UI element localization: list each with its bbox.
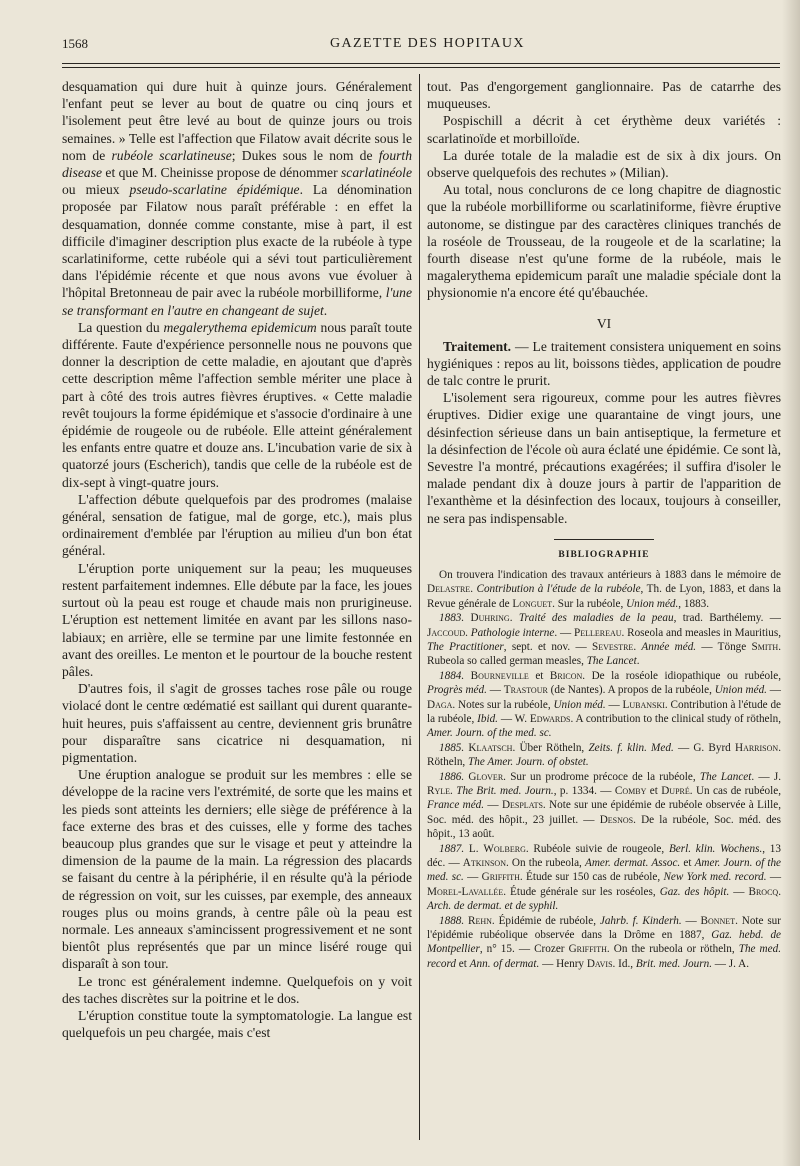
bibliography-rule bbox=[554, 539, 654, 540]
column-separator bbox=[419, 74, 420, 1140]
header-rule-top bbox=[62, 63, 780, 64]
paragraph: L'éruption porte uniquement sur la peau; les muqueuses restent parfaitement indemnes. Elle débute par la face, les joues surtout où la peau est rouge et chaude mais non prurigineuse. L'éruption est nettement limitée en avant par les sillons naso-labiaux; en arrière, elle se termine par une limite festonnée en avant des oreilles. Le menton et le pourtour de la bouche restent pâles. bbox=[62, 560, 412, 679]
paragraph: L'éruption constitue toute la symptomatologie. La langue est quelquefois un peu chargée, mais c'est bbox=[62, 1007, 412, 1041]
header-rule-bottom bbox=[62, 67, 780, 68]
paragraph: Une éruption analogue se produit sur les membres : elle se développe de la racine vers l'extrémité, de sorte que les mains et les pieds sont atteints les derniers; elle siège de préférence à la face externe des bras et des cuisses, elle y forme des taches beaucoup plus grandes que sur le visage et peut y atteindre la dimension de la paume de la main. La régression des placards se faisant du centre à la périphérie, il en résulte qu'à la période de régression on voit, sur les cuisses, par exemple, des anneaux rouges plus ou moins grands, à centre pâle où la peau est normale. Les anneaux s'amincissent progressivement et ne sont bientôt plus représentés que par un mince liséré rouge qui disparaît à son tour. bbox=[62, 767, 412, 972]
paragraph: tout. Pas d'engorgement ganglionnaire. Pas de catarrhe des muqueuses. bbox=[427, 79, 781, 112]
bibliography-entry: 1888. Rehn. Épidémie de rubéole, Jahrb. f. Kinderh. — Bonnet. Note sur l'épidémie rubéolique observée dans la Drôme en 1887, Gaz. hebd. de Montpellier, n° 15. — Crozer Griffith. On the rubeola or rötheln, The med. record et Ann. of dermat. — Henry Davis. Id., Brit. med. Journ. — J. A. bbox=[427, 914, 781, 970]
bibliography bbox=[427, 568, 781, 971]
right-body bbox=[427, 78, 781, 527]
page-header bbox=[62, 36, 780, 60]
paragraph: Le tronc est généralement indemne. Quelquefois on y voit des taches discrètes sur la poitrine et le dos. bbox=[62, 973, 412, 1006]
bibliography-entry: 1885. Klaatsch. Über Rötheln, Zeits. f. klin. Med. — G. Byrd Harrison. Rötheln, The Amer. Journ. of obstet. bbox=[427, 741, 781, 769]
paragraph: Au total, nous conclurons de ce long chapitre de diagnostic que la rubéole morbilliforme ou scarlatiniforme, fièvre éruptive autonome, se distingue par des caractères cliniques tranchés de la roséole de Trousseau, de la rougeole et de la scarlatine; la fourth disease n'est qu'une forme de la rubéole, mais le magalerythema epidemicum paraît une maladie spéciale dont la physionomie n'a encore été qu'ébauchée. bbox=[427, 182, 781, 301]
page-number: 1568 bbox=[62, 36, 88, 51]
paragraph: Pospischill a décrit à cet érythème deux variétés : scarlatinoïde et morbilloïde. bbox=[427, 113, 781, 146]
bibliography-entry: 1886. Glover. Sur un prodrome précoce de la rubéole, The Lancet. — J. Ryle. The Brit. med. Journ., p. 1334. — Comby et Dupré. Un cas de rubéole, France méd. — Desplats. Note sur une épidémie de rubéole observée à Lille, Soc. méd. des hôpit., 23 juillet. — Desnos. De la rubéole, Soc. méd. des hôpit., 13 août. bbox=[427, 770, 782, 841]
bibliography-entry: 1887. L. Wolberg. Rubéole suivie de rougeole, Berl. klin. Wochens., 13 déc. — Atkinson. On the rubeola, Amer. dermat. Assoc. et Amer. Journ. of the med. sc. — Griffith. Étude sur 150 cas de rubéole, New York med. record. — Morel-Lavallée. Étude générale sur les roséoles, Gaz. des hôpit. — Brocq. Arch. de dermat. et de syphil. bbox=[427, 842, 782, 913]
bibliography-entry: On trouvera l'indication des travaux antérieurs à 1883 dans le mémoire de Delastre. Contribution à l'étude de la rubéole, Th. de Lyon, 1883, et dans la Revue générale de Longuet. Sur la rubéole, Union méd., 1883. bbox=[427, 568, 782, 610]
section-number: VI bbox=[596, 315, 612, 331]
paragraph: D'autres fois, il s'agit de grosses taches rose pâle ou rouge violacé dont le centre œdématié est saillant qui durent quarante-huit heures, puis s'affaissent au centre, deviennent gris brunâtre pour disparaître sans cicatrice ni desquamation, ni pigmentation. bbox=[62, 681, 412, 765]
paragraph: L'affection débute quelquefois par des prodromes (malaise général, sensation de fatigue, mal de gorge, etc.), mais plus ordinairement d'emblée par l'éruption au milieu d'un bon état général. bbox=[62, 491, 412, 559]
section-heading: Traitement. bbox=[443, 338, 512, 354]
page-edge-shadow bbox=[782, 0, 800, 1166]
bibliography-entry: 1884. Bourneville et Bricon. De la roséole idiopathique ou rubéole, Progrès méd. — Trastour (de Nantes). A propos de la rubéole, Union méd. — Daga. Notes sur la rubéole, Union méd. — Lubanski. Contribution à l'étude de la rubéole, Ibid. — W. Edwards. A contribution to the clinical study of rötheln, Amer. Journ. of the med. sc. bbox=[427, 669, 782, 740]
paragraph: desquamation qui dure huit à quinze jours. Généralement l'enfant peut se lever au bout de quatre ou cinq jours et l'isolement peut être levé au bout de quinze jours ou trois semaines. » Telle est l'affection que Filatow avait décrite sous le nom de rubéole scarlatineuse; Dukes sous le nom de fourth disease et que M. Cheinisse propose de dénommer scarlatinéole ou mieux pseudo-scarlatine épidémique. La dénomination proposée par Filatow nous paraît préférable : en effet la desquamation, donnée comme constante, mise à part, il est difficile d'imaginer description plus exacte de la rubéole à type scarlatiniforme, cette rubéole qui a sévi tout particulièrement dans l'épidémie récente et que nous avons vue évoluer à l'hôpital Bretonneau de pair avec la rubéole morbilliforme, l'une se transformant en l'autre en changeant de sujet. bbox=[62, 79, 412, 318]
left-column bbox=[62, 78, 412, 1041]
right-column bbox=[427, 78, 781, 971]
bibliography-title: BIBLIOGRAPHIE bbox=[558, 549, 650, 560]
paragraph: La durée totale de la maladie est de six à dix jours. On observe quelquefois des rechutes » (Milian). bbox=[427, 147, 781, 181]
paragraph: Traitement. — Le traitement consistera uniquement en soins hygiéniques : repos au lit, boissons tièdes, application de poudre de talc contre le prurit. bbox=[427, 338, 781, 389]
paragraph: L'isolement sera rigoureux, comme pour les autres fièvres éruptives. Didier exige une quarantaine de vingt jours, une désinfection sérieuse dans un bain antiseptique, la fermeture et la désinfection de l'école où aura éclaté une épidémie. Ce sont là, Sevestre l'a montré, précautions exagérées; il suffira d'isoler le malade pendant dix à douze jours à partir de l'apparition de l'exanthème et la désinfection des locaux, toujours à conseiller, ne sera pas indispensable. bbox=[427, 390, 781, 526]
journal-title: GAZETTE DES HOPITAUX bbox=[330, 36, 525, 51]
paragraph: La question du megalerythema epidemicum nous paraît toute différente. Faute d'expérience personnelle nous ne pouvons que donner la description de cette maladie, en ajoutant que d'après cette description même l'affection semble mériter une place à part à côté des trois autres fièvres éruptives. « Cette maladie revêt toujours la forme épidémique et s'associe d'ordinaire à une épidémie de rougeole ou de rubéole. Elle atteint généralement les enfants entre quatre et douze ans. L'incubation varie de six à quatorzé jours (Escherich), tandis que celle de la rubéole est de dix-sept à vingt-quatre jours. bbox=[62, 319, 412, 490]
bibliography-entry: 1883. Duhring. Traité des maladies de la peau, trad. Barthélemy. — Jaccoud. Pathologie interne. — Pellereau. Roseola and measles in Mauritius, The Practitioner, sept. et nov. — Sevestre. Année méd. — Tönge Smith. Rubeola so called german measles, The Lancet. bbox=[427, 612, 782, 668]
